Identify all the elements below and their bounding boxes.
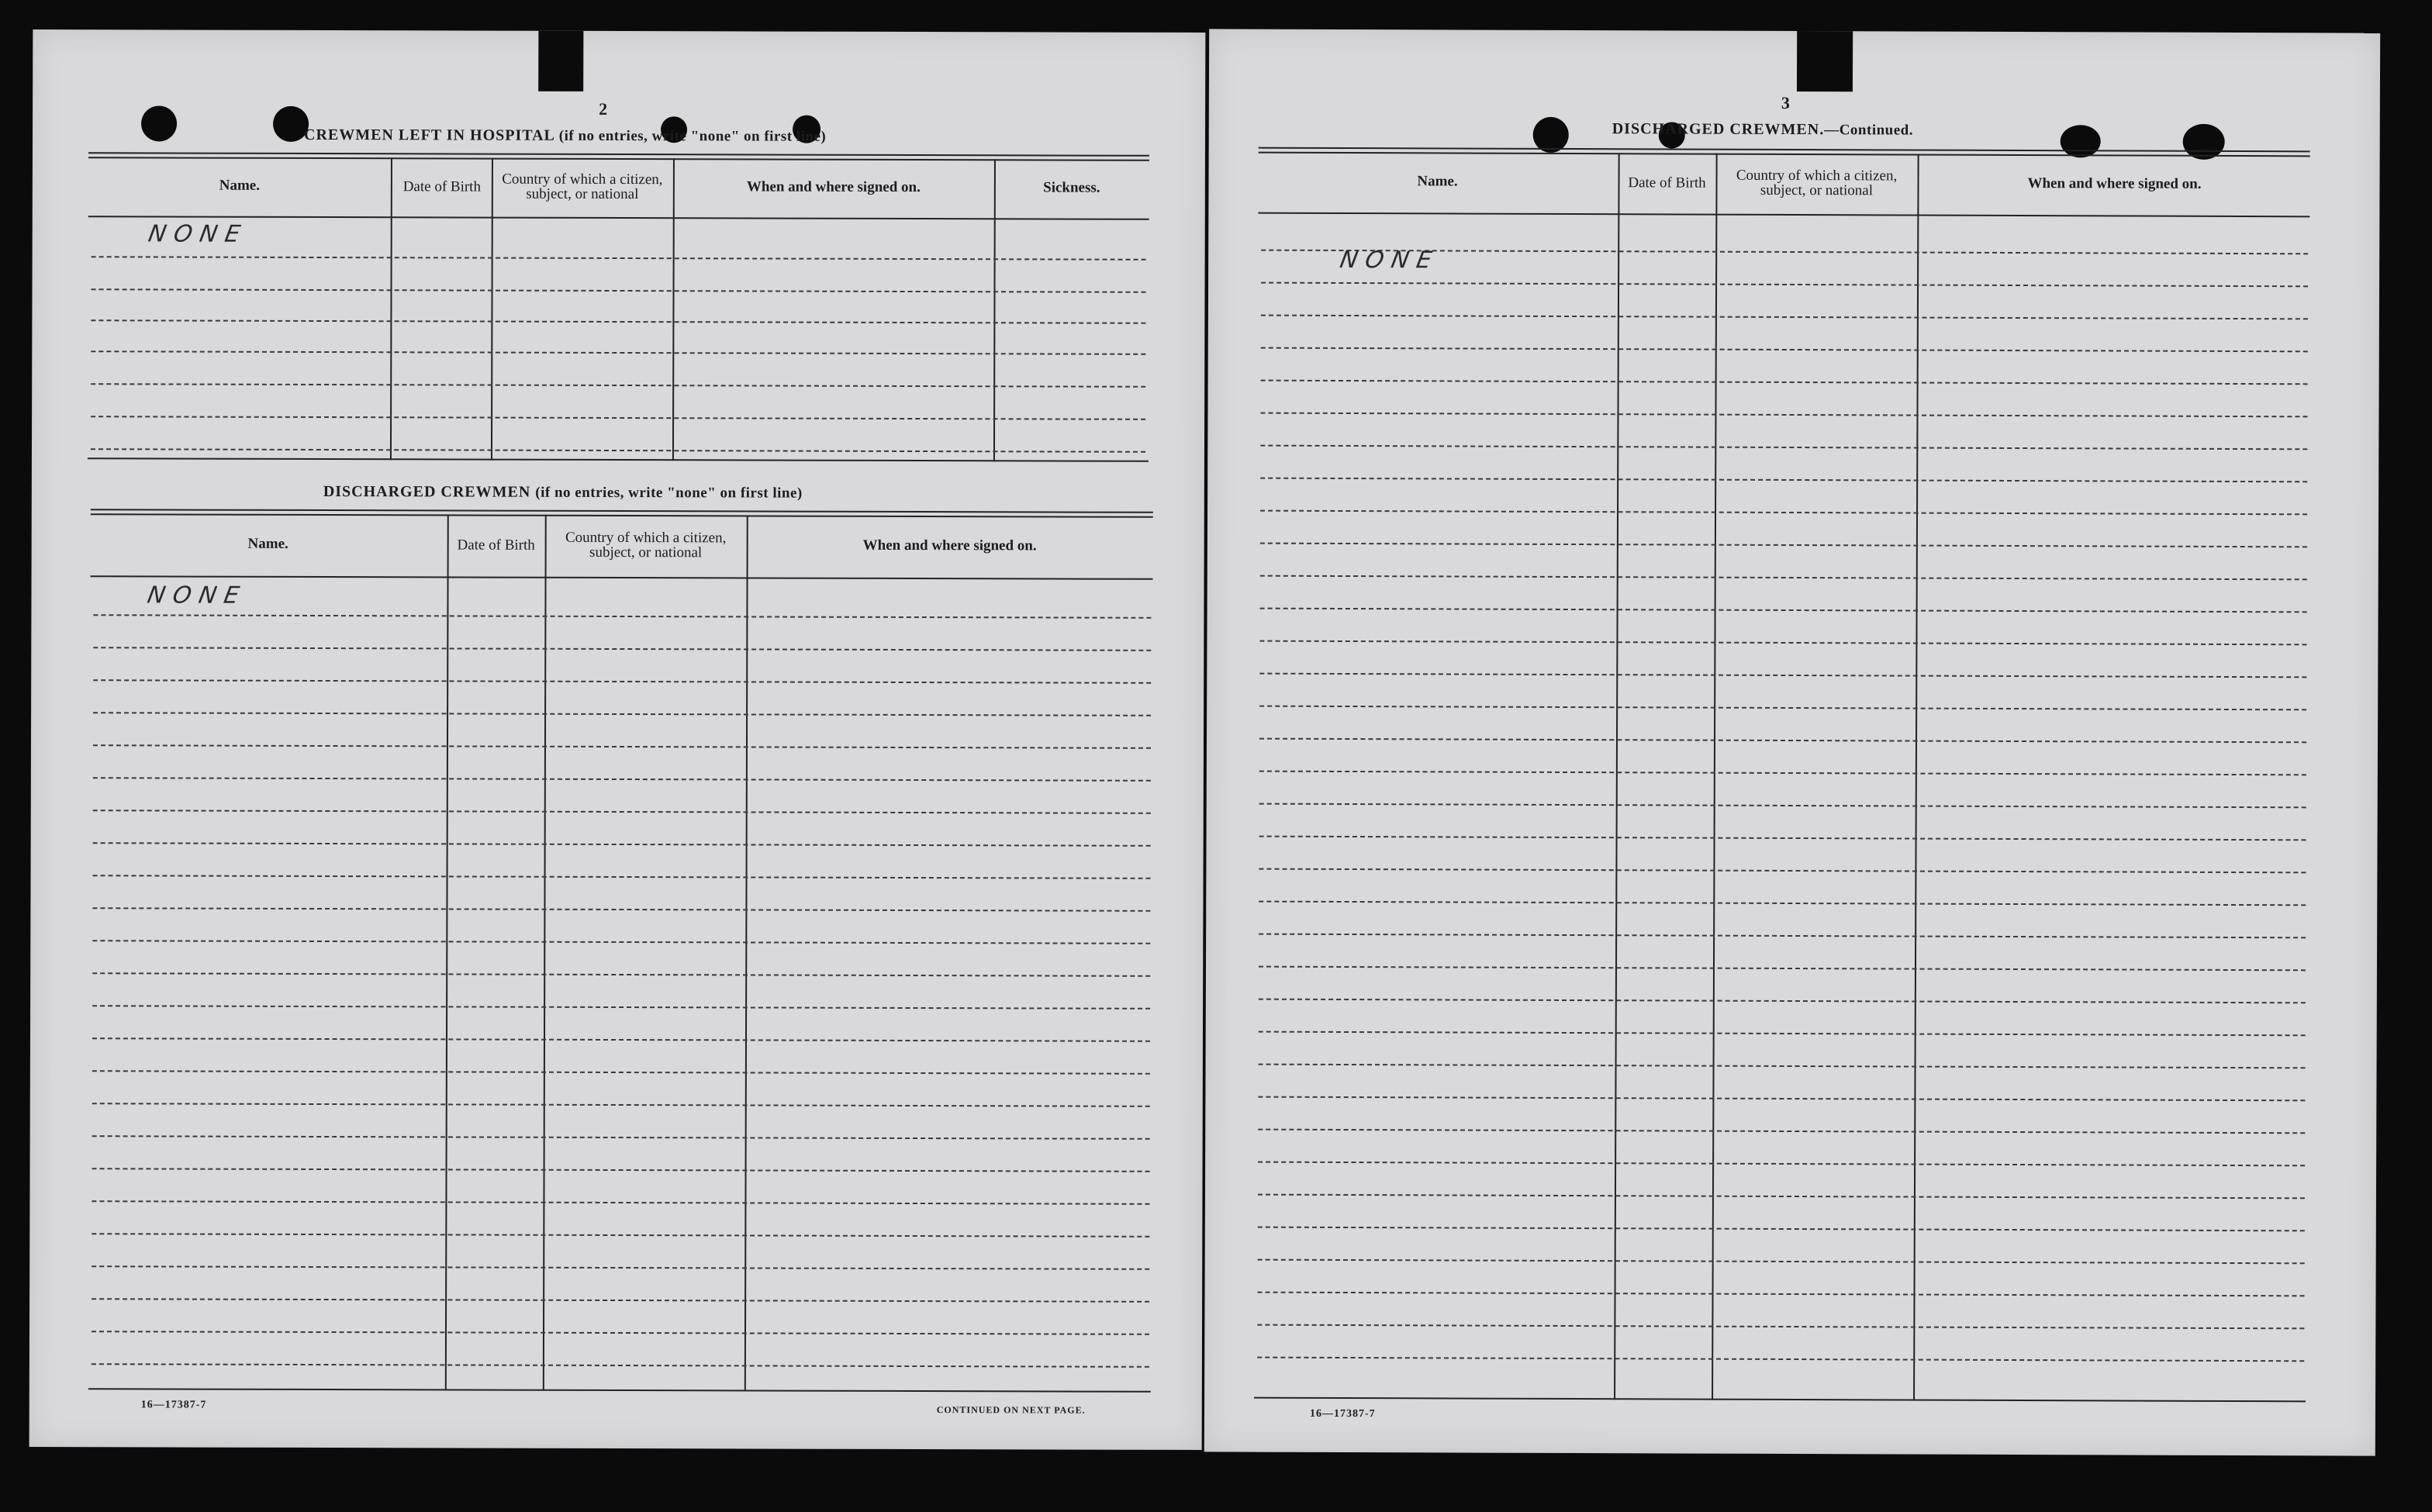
col-header-country: Country of which a citizen, subject, or national xyxy=(1736,167,1898,199)
form-line xyxy=(1257,1324,2304,1330)
form-line xyxy=(1259,673,2306,678)
form-code: 16—17387-7 xyxy=(140,1399,207,1411)
col-header-signed-on: When and where signed on. xyxy=(2027,175,2202,192)
form-line xyxy=(1260,510,2307,516)
form-line xyxy=(91,350,1145,355)
form-line xyxy=(92,940,1150,944)
form-line xyxy=(1261,315,2308,320)
section-title-discharged xyxy=(323,483,803,502)
rule xyxy=(88,457,1149,462)
form-line xyxy=(91,383,1145,388)
page-number: 3 xyxy=(1781,92,1790,112)
form-line xyxy=(1260,543,2307,548)
col-header-name: Name. xyxy=(1417,173,1458,190)
col-header-dob: Date of Birth xyxy=(402,178,482,195)
rule xyxy=(1254,1397,2306,1403)
section-title-discharged-continued xyxy=(1612,120,1913,139)
form-line xyxy=(92,256,1146,261)
form-line xyxy=(1261,347,2308,353)
column-divider xyxy=(390,157,392,460)
form-line xyxy=(1258,1194,2305,1200)
form-line xyxy=(92,1037,1150,1042)
column-divider xyxy=(491,158,493,461)
discharged-note: (if no entries, write "none" on first line) xyxy=(535,484,803,502)
form-line xyxy=(1259,738,2306,744)
form-line xyxy=(1258,1162,2305,1167)
form-line xyxy=(92,972,1150,977)
col-header-name: Name. xyxy=(219,177,261,194)
form-line xyxy=(92,1233,1149,1238)
form-line xyxy=(91,416,1145,420)
form-line xyxy=(1258,1129,2305,1134)
form-line xyxy=(1259,1064,2306,1069)
column-divider xyxy=(672,158,675,461)
form-line xyxy=(91,448,1145,453)
form-code: 16—17387-7 xyxy=(1309,1407,1376,1421)
discharged-title: DISCHARGED CREWMEN xyxy=(323,483,531,501)
form-line xyxy=(92,907,1150,912)
discharged-title: DISCHARGED CREWMEN. xyxy=(1612,120,1825,139)
column-divider xyxy=(1712,154,1718,1400)
binder-hole xyxy=(141,105,177,141)
form-line xyxy=(1259,1031,2306,1037)
form-line xyxy=(93,647,1151,651)
col-header-country: Country of which a citizen, subject, or national xyxy=(502,171,663,203)
form-line xyxy=(1259,934,2306,939)
form-line xyxy=(93,842,1151,847)
page-notch xyxy=(538,31,583,91)
column-divider xyxy=(543,515,547,1391)
form-line xyxy=(93,777,1151,782)
form-line xyxy=(92,1005,1150,1010)
col-header-signed-on: When and where signed on. xyxy=(746,178,921,196)
form-line xyxy=(93,875,1151,879)
page-number: 2 xyxy=(599,98,608,119)
column-divider xyxy=(1614,153,1620,1400)
form-line xyxy=(1258,1292,2305,1297)
form-line xyxy=(1259,640,2306,646)
handwritten-entry: NONE xyxy=(145,582,250,609)
handwritten-entry: NONE xyxy=(146,220,250,248)
continued-note: CONTINUED ON NEXT PAGE. xyxy=(936,1404,1086,1416)
form-line xyxy=(1259,901,2306,906)
col-header-dob: Date of Birth xyxy=(1628,174,1706,192)
column-divider xyxy=(1913,154,1919,1401)
page-notch xyxy=(1797,31,1853,91)
form-line xyxy=(93,744,1151,749)
form-line xyxy=(1260,575,2307,581)
column-divider xyxy=(445,514,449,1390)
form-line xyxy=(92,1363,1149,1368)
form-line xyxy=(92,1103,1150,1107)
column-divider xyxy=(744,515,748,1391)
form-line xyxy=(1258,1096,2305,1102)
col-header-signed-on: When and where signed on. xyxy=(862,537,1037,554)
handwritten-entry: NONE xyxy=(1338,246,1442,274)
form-line xyxy=(92,1135,1150,1140)
form-line xyxy=(91,319,1145,324)
form-line xyxy=(1259,803,2306,809)
form-line xyxy=(92,1331,1149,1335)
form-line xyxy=(92,1200,1149,1205)
form-line xyxy=(1259,771,2306,776)
continued-label: —Continued. xyxy=(1824,122,1914,139)
form-line xyxy=(1257,1357,2304,1362)
form-line xyxy=(1259,706,2306,711)
rule xyxy=(88,1388,1151,1393)
form-line xyxy=(1260,478,2307,483)
form-line xyxy=(1258,1259,2305,1265)
form-line xyxy=(93,679,1151,684)
left-page xyxy=(29,29,1206,1450)
form-line xyxy=(92,1298,1149,1303)
form-line xyxy=(1259,868,2306,874)
col-header-name: Name. xyxy=(247,535,288,552)
form-line xyxy=(1259,966,2306,972)
form-line xyxy=(1260,608,2307,613)
section-title-hospital xyxy=(304,126,826,146)
form-line xyxy=(1259,999,2306,1004)
column-divider xyxy=(993,159,996,461)
form-line xyxy=(93,712,1151,716)
right-page xyxy=(1204,29,2380,1455)
form-line xyxy=(1260,413,2307,418)
form-line xyxy=(1261,380,2308,385)
form-line xyxy=(93,614,1151,619)
form-line xyxy=(92,288,1146,293)
form-line xyxy=(93,810,1151,814)
form-line xyxy=(1261,282,2308,288)
col-header-sickness: Sickness. xyxy=(1043,179,1100,196)
form-line xyxy=(1259,836,2306,841)
form-line xyxy=(1260,445,2307,450)
form-line xyxy=(92,1265,1149,1270)
form-line xyxy=(1258,1227,2305,1232)
hospital-title: CREWMEN LEFT IN HOSPITAL xyxy=(304,126,554,144)
col-header-dob: Date of Birth xyxy=(457,536,535,554)
form-line xyxy=(92,1168,1150,1172)
hospital-note: (if no entries, write "none" on first line) xyxy=(558,127,827,145)
form-line xyxy=(92,1070,1150,1075)
col-header-country: Country of which a citizen, subject, or national xyxy=(565,529,727,561)
